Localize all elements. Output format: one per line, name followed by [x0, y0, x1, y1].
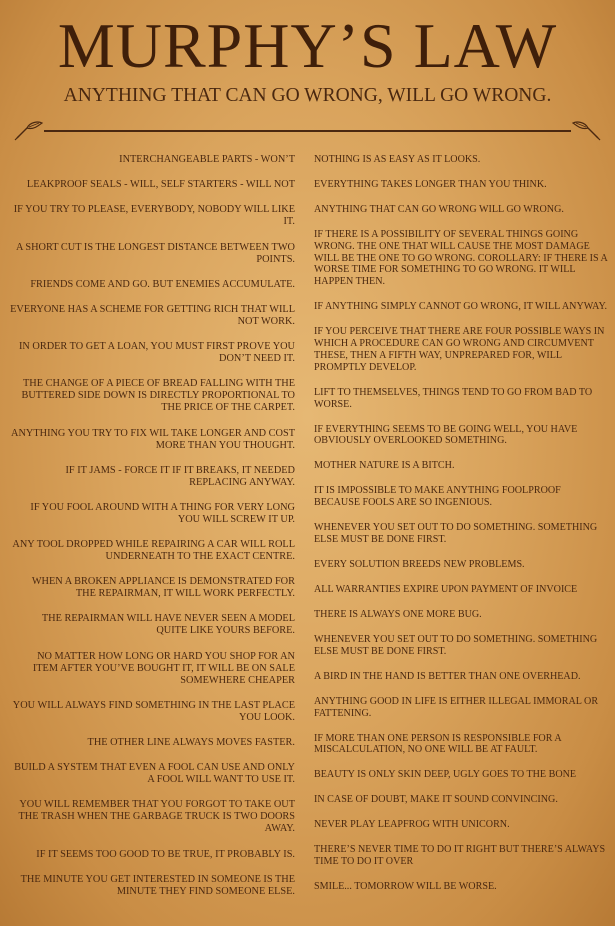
law-item: IF ANYTHING SIMPLY CANNOT GO WRONG, IT WILL ANYWAY.: [314, 301, 608, 313]
law-item: EVERYTHING TAKES LONGER THAN YOU THINK.: [314, 179, 547, 190]
law-item: THERE’S NEVER TIME TO DO IT RIGHT BUT THERE’S ALWAYS TIME TO DO IT OVER: [314, 844, 606, 868]
law-item: IF IT JAMS - FORCE IT IF IT BREAKS, IT NEEDED REPLACING ANYWAY.: [65, 464, 295, 488]
law-item: ANYTHING THAT CAN GO WRONG WILL GO WRONG.: [314, 204, 564, 215]
law-item: LEAKPROOF SEALS - WILL, SELF STARTERS - WILL NOT: [26, 179, 295, 191]
divider-rule: [44, 130, 571, 132]
quill-icon: [14, 118, 44, 142]
law-item: IF THERE IS A POSSIBILITY OF SEVERAL THINGS GOING WRONG. THE ONE THAT WILL CAUSE THE MOST DAMAGE WILL BE THE ONE TO GO WRONG. COROLLARY: IF THERE IS A WORSE TIME FOR SOMETHING TO GO WRONG. IT WILL HAPPEN THEN.: [314, 229, 608, 288]
law-item: SMILE... TOMORROW WILL BE WORSE.: [314, 881, 497, 893]
law-item: THERE IS ALWAYS ONE MORE BUG.: [314, 608, 482, 620]
law-item: BUILD A SYSTEM THAT EVEN A FOOL CAN USE AND ONLY A FOOL WILL WANT TO USE IT.: [14, 762, 295, 786]
law-item: ANYTHING GOOD IN LIFE IS EITHER ILLEGAL IMMORAL OR FATTENING.: [314, 695, 599, 719]
law-item: IF YOU TRY TO PLEASE, EVERYBODY, NOBODY WILL LIKE IT.: [13, 204, 295, 228]
law-item: WHENEVER YOU SET OUT TO DO SOMETHING. SOMETHING ELSE MUST BE DONE FIRST.: [314, 633, 598, 657]
law-item: WHENEVER YOU SET OUT TO DO SOMETHING. SOMETHING ELSE MUST BE DONE FIRST.: [314, 522, 598, 545]
law-item: THE MINUTE YOU GET INTERESTED IN SOMEONE IS THE MINUTE THEY FIND SOMEONE ELSE.: [20, 873, 295, 897]
law-item: A SHORT CUT IS THE LONGEST DISTANCE BETWEEN TWO POINTS.: [15, 241, 295, 265]
law-item: IN ORDER TO GET A LOAN, YOU MUST FIRST PROVE YOU DON’T NEED IT.: [18, 341, 295, 365]
law-item: IF YOU PERCEIVE THAT THERE ARE FOUR POSSIBLE WAYS IN WHICH A PROCEDURE CAN GO WRONG AND CIRCUMVENT THESE, THEN A FIFTH WAY, UNPREPARED FOR, WILL PROMPTLY DEVELOP.: [314, 326, 605, 373]
law-item: IN CASE OF DOUBT, MAKE IT SOUND CONVINCING.: [314, 794, 558, 806]
law-item: NEVER PLAY LEAPFROG WITH UNICORN.: [314, 819, 510, 831]
law-item: EVERYONE HAS A SCHEME FOR GETTING RICH THAT WILL NOT WORK.: [10, 303, 295, 327]
law-item: NO MATTER HOW LONG OR HARD YOU SHOP FOR AN ITEM AFTER YOU’VE BOUGHT IT, IT WILL BE ON SALE SOMEWHERE CHEAPER: [32, 650, 295, 686]
law-item: INTERCHANGEABLE PARTS - WON’T: [119, 154, 295, 165]
law-item: LIFT TO THEMSELVES, THINGS TEND TO GO FROM BAD TO WORSE.: [314, 386, 593, 410]
law-item: THE CHANGE OF A PIECE OF BREAD FALLING WITH THE BUTTERED SIDE DOWN IS DIRECTLY PROPORTIONAL TO THE PRICE OF THE CARPET.: [21, 378, 295, 414]
page-subtitle: ANYTHING THAT CAN GO WRONG, WILL GO WRONG.: [63, 85, 552, 106]
law-item: MOTHER NATURE IS A BITCH.: [314, 460, 455, 472]
divider: [14, 118, 601, 142]
law-item: THE REPAIRMAN WILL HAVE NEVER SEEN A MODEL QUITE LIKE YOURS BEFORE.: [41, 613, 295, 637]
law-item: FRIENDS COME AND GO. BUT ENEMIES ACCUMULATE.: [30, 278, 295, 290]
law-item: IF EVERYTHING SEEMS TO BE GOING WELL, YOU HAVE OBVIOUSLY OVERLOOKED SOMETHING.: [314, 423, 578, 447]
law-item: IF YOU FOOL AROUND WITH A THING FOR VERY LONG YOU WILL SCREW IT UP.: [30, 501, 295, 525]
law-item: IT IS IMPOSSIBLE TO MAKE ANYTHING FOOLPROOF BECAUSE FOOLS ARE SO INGENIOUS.: [314, 485, 561, 509]
law-item: ANYTHING YOU TRY TO FIX WIL TAKE LONGER AND COST MORE THAN YOU THOUGHT.: [11, 427, 295, 451]
right-law-column: [314, 154, 608, 906]
law-item: BEAUTY IS ONLY SKIN DEEP, UGLY GOES TO THE BONE: [314, 769, 577, 781]
quill-icon: [571, 118, 601, 142]
law-item: THE OTHER LINE ALWAYS MOVES FASTER.: [87, 737, 295, 748]
law-item: YOU WILL REMEMBER THAT YOU FORGOT TO TAKE OUT THE TRASH WHEN THE GARBAGE TRUCK IS TWO DOORS AWAY.: [18, 799, 295, 835]
law-item: YOU WILL ALWAYS FIND SOMETHING IN THE LAST PLACE YOU LOOK.: [12, 699, 295, 723]
law-item: A BIRD IN THE HAND IS BETTER THAN ONE OVERHEAD.: [314, 670, 581, 682]
law-item: EVERY SOLUTION BREEDS NEW PROBLEMS.: [314, 558, 525, 570]
law-item: ALL WARRANTIES EXPIRE UPON PAYMENT OF INVOICE: [314, 583, 578, 595]
law-item: WHEN A BROKEN APPLIANCE IS DEMONSTRATED FOR THE REPAIRMAN, IT WILL WORK PERFECTLY.: [31, 576, 295, 600]
law-item: NOTHING IS AS EASY AS IT LOOKS.: [314, 154, 481, 165]
law-item: IF IT SEEMS TOO GOOD TO BE TRUE, IT PROBABLY IS.: [36, 848, 295, 860]
law-item: ANY TOOL DROPPED WHILE REPAIRING A CAR WILL ROLL UNDERNEATH TO THE EXACT CENTRE.: [12, 539, 295, 563]
left-law-column: [10, 154, 295, 911]
page-title: MURPHY’S LAW: [57, 10, 558, 81]
law-item: IF MORE THAN ONE PERSON IS RESPONSIBLE FOR A MISCALCULATION, NO ONE WILL BE AT FAULT.: [314, 732, 562, 756]
